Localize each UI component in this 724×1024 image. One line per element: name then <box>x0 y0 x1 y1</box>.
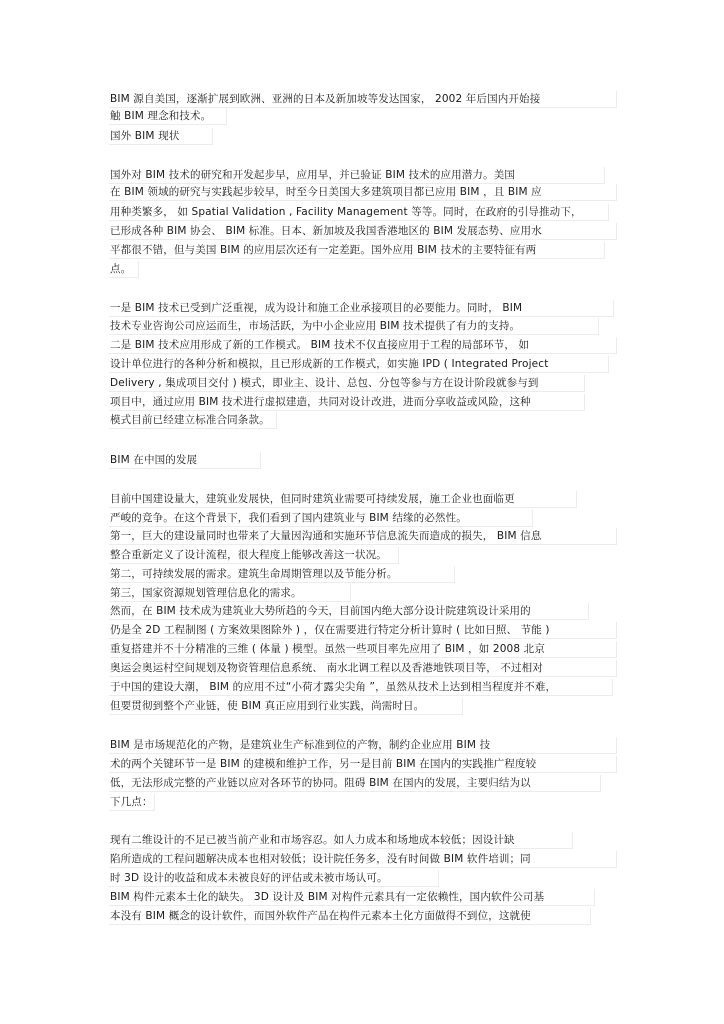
paragraph-line: 第一，巨大的建设量同时也带来了大量因沟通和实施环节信息流失而造成的损失， BIM 信息 <box>109 528 617 545</box>
paragraph-line: 仍是全 2D 工程制图 ( 方案效果图除外 ) ，仅在需要进行特定分析计算时 ( 比如日照、 节能 ) <box>109 622 617 639</box>
paragraph-line: 整合重新定义了设计流程，很大程度上能够改善这一状况。 <box>109 547 399 564</box>
paragraph-line: 设计单位进行的各种分析和模拟，且已形成新的工作模式，如实施 IPD ( Integrated Project <box>109 356 609 373</box>
paragraph-line: 第二，可持续发展的需求。建筑生命周期管理以及节能分析。 <box>109 566 455 583</box>
paragraph-line: 术的两个关键环节一是 BIM 的建模和维护工作，另一是目前 BIM 在国内的实践推广程度较 <box>109 756 617 773</box>
paragraph-line: Delivery , 集成项目交付 ) 模式，即业主、设计、总包、分包等参与方在设计阶段就参与到 <box>109 375 585 392</box>
paragraph-line: 平都很不错，但与美国 BIM 的应用层次还有一定差距。国外应用 BIM 技术的主要特征有两 <box>109 242 605 259</box>
paragraph-line: 重复搭建并不十分精准的三维 ( 体量 ) 模型。虽然一些项目率先应用了 BIM ，如 2008 北京 <box>109 641 617 658</box>
paragraph-line: 第三，国家资源规划管理信息化的需求。 <box>109 585 351 602</box>
paragraph-line: 二是 BIM 技术应用形成了新的工作模式。 BIM 技术不仅直接应用于工程的局部环节， 如 <box>109 337 617 354</box>
paragraph-line: 已形成各种 BIM 协会、 BIM 标准。日本、新加坡及我国香港地区的 BIM 发展态势、应用水 <box>109 223 617 240</box>
paragraph-line: 项目中，通过应用 BIM 技术进行虚拟建造，共同对设计改进，进而分享收益或风险，这种 <box>109 394 585 411</box>
paragraph-line: 陷所造成的工程问题解决成本也相对较低；设计院任务多，没有时间做 BIM 软件培训；同 <box>109 851 617 868</box>
paragraph-line: 时 3D 设计的收益和成本未被良好的评估或未被市场认可。 <box>109 870 439 887</box>
paragraph-line: BIM 构件元素本土化的缺失。 3D 设计及 BIM 对构件元素具有一定依赖性，国内软件公司基 <box>109 889 595 906</box>
paragraph-line: 点。 <box>109 261 139 278</box>
paragraph-line: 一是 BIM 技术已受到广泛重视，成为设计和施工企业承接项目的必要能力。同时， BIM <box>109 300 614 317</box>
paragraph-line: 国外对 BIM 技术的研究和开发起步早，应用早，并已验证 BIM 技术的应用潜力。美国 <box>109 167 605 184</box>
paragraph-line: 模式目前已经建立标准合同条款。 <box>109 412 277 429</box>
paragraph-line: 下几点： <box>109 794 155 811</box>
paragraph-line: 技术专业咨询公司应运而生，市场活跃，为中小企业应用 BIM 技术提供了有力的支持。 <box>109 318 599 335</box>
section-heading-china: BIM 在中国的发展 <box>109 452 261 469</box>
paragraph-line: 严峻的竞争。在这个背景下，我们看到了国内建筑业与 BIM 结缘的必然性。 <box>109 510 533 527</box>
paragraph-line: BIM 源自美国，逐渐扩展到欧洲、亚洲的日本及新加坡等发达国家， 2002 年后国内开始接 <box>109 91 617 108</box>
paragraph-line: 本没有 BIM 概念的设计软件，而国外软件产品在构件元素本土化方面做得不到位，这就使 <box>109 908 591 925</box>
paragraph-line: 用种类繁多， 如 Spatial Validation , Facility Management 等等。同时，在政府的引导推动下， <box>109 204 609 221</box>
section-heading-foreign: 国外 BIM 现状 <box>109 128 213 145</box>
paragraph-line: 于中国的建设大潮， BIM 的应用不过“小荷才露尖尖角 ”，虽然从技术上达到相当程度并不难， <box>109 679 613 696</box>
paragraph-line: 触 BIM 理念和技术。 <box>109 108 227 125</box>
paragraph-line: 现有二维设计的不足已被当前产业和市场容忍。如人力成本和场地成本较低；因设计缺 <box>109 832 573 849</box>
paragraph-line: 然而，在 BIM 技术成为建筑业大势所趋的今天，目前国内绝大部分设计院建筑设计采用的 <box>109 603 589 620</box>
paragraph-line: 目前中国建设量大，建筑业发展快，但同时建筑业需要可持续发展，施工企业也面临更 <box>109 491 577 508</box>
paragraph-line: 低，无法形成完整的产业链以应对各环节的协同。阻碍 BIM 在国内的发展，主要归结为以 <box>109 775 601 792</box>
paragraph-line: 在 BIM 领域的研究与实践起步较早，时至今日美国大多建筑项目都已应用 BIM ，且 BIM 应 <box>109 184 617 201</box>
paragraph-line: 但要贯彻到整个产业链，使 BIM 真正应用到行业实践，尚需时日。 <box>109 698 463 715</box>
paragraph-line: 奥运会奥运村空间规划及物资管理信息系统、 南水北调工程以及香港地铁项目等， 不过相对 <box>109 660 617 677</box>
paragraph-line: BIM 是市场规范化的产物，是建筑业生产标准到位的产物，制约企业应用 BIM 技 <box>109 737 617 754</box>
